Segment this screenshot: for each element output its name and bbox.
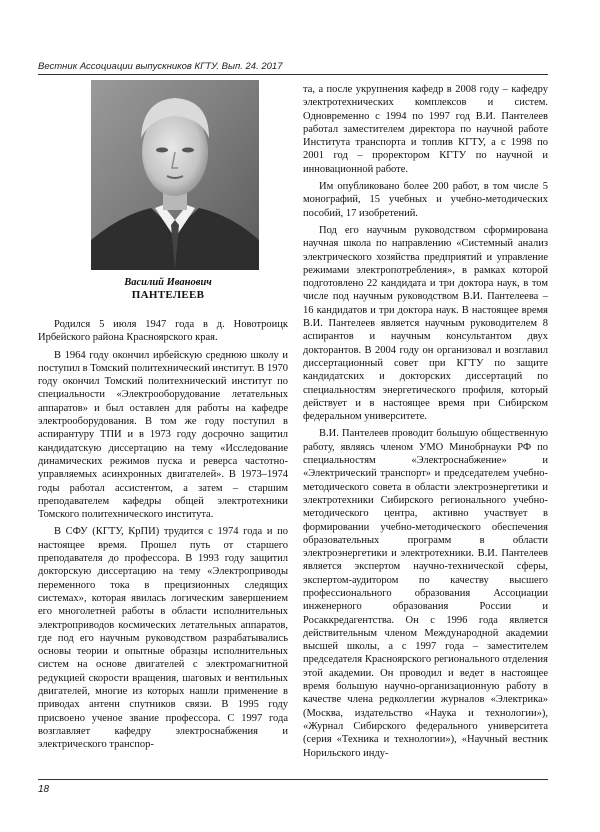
right-column xyxy=(303,83,548,760)
paragraph: Родился 5 июля 1947 года в д. Новотроицк Ирбейского района Красноярского края. xyxy=(38,319,288,344)
caption-name: Василий Иванович xyxy=(124,277,212,288)
footer-rule xyxy=(38,779,548,780)
paragraph: В.И. Пантелеев проводит большую общественную работу, являясь членом УМО Минобрнауки РФ по специальностям «Электроснабжение» и «Электрический транспорт» и председателем учебно-методического совета в области электроэнергетики и электротехники Сибирского регионального учебно-методического центра, активно участвует в формировании учебно-методического обеспечения образовательных программ в области электроэнергетики и электротехники. В.И. Пантелеев является экспертом научно-технической сферы, экспертом-аудитором по качеству высшего профессионального образования Ассоциации инженерного образования России и Росаккредагентства. Он с 1996 года является действительным членом Международной академии высшей школы, а с 1997 года – заместителем председателя Красноярского регионального отделения этой академии. Он проводил и ведет в настоящее время большую научно-организационную работу в качестве члена редколлегии журналов «Электрика» (Москва, издательство «Наука и технологии»), «Журнал Сибирского федерального университета (серия «Техника и технологии»), «Научный вестник Норильского инду- xyxy=(303,428,548,759)
paragraph: В СФУ (КГТУ, КрПИ) трудится с 1974 года и по настоящее время. Прошел путь от старшего преподавателя до профессора. В 1993 году защитил докторскую диссертацию на тему «Электроприводы переменного тока в прецизионных следящих системах», которая явилась логическим завершением его многолетней работы в области исполнительных электроприводов космических летательных аппаратов, где под его научным руководством разрабатывались основы теории и опытные образцы исполнительных систем на основе двигателей с электромагнитной редукцией скорости вращения, шаговых и вентильных двигателей, многие из которых нашли применение в приводах антенн спутников связи. В 1995 году присвоено ученое звание профессора. С 1997 года возглавляет кафедру электроснабжения и электрического транспор- xyxy=(38,526,288,751)
photo-caption xyxy=(38,276,298,302)
paragraph: та, а после укрупнения кафедр в 2008 году – кафедру электротехнических комплексов и систем. Одновременно с 1994 по 1997 год В.И. Пантелеев работал заместителем директора по научной работе Института транспорта и топлив КГТУ, а с 1998 по 2001 год – проректором КГТУ по научной и инновационной работе. xyxy=(303,84,548,175)
left-column xyxy=(38,318,288,752)
journal-header: Вестник Ассоциации выпускников КГТУ. Вып. 24. 2017 xyxy=(38,61,283,72)
page-number: 18 xyxy=(38,784,50,795)
paragraph: Под его научным руководством сформирована научная школа по направлению «Системный анализ электрического хозяйства предприятий и управление режимами электропотребления», в рамках которой подготовлено 22 кандидата и три доктора наук, в том числе под научным руководством В.И. Пантелеева – 16 кандидатов и три доктора наук. В настоящее время В.И. Пантелеев является научным руководителем 8 аспирантов и научным консультантом двух докторантов. В 2004 году он организовал и возглавил диссертационный совет при КГТУ по защите кандидатских и докторских диссертаций по специальностям энергетического профиля, который действует и в настоящее время при Сибирском федеральном университете. xyxy=(303,224,548,423)
paragraph: В 1964 году окончил ирбейскую среднюю школу и поступил в Томский политехнический институт. В 1970 году окончил Томский политехнический институт по специальности «Электрооборудование летательных аппаратов» и был оставлен для работы на кафедре электрооборудования. В том же году поступил в аспирантуру ТПИ и в 1973 году досрочно защитил кандидатскую диссертацию на тему «Исследование динамических режимов пуска и реверса частотно-управляемых асинхронных двигателей». В 1973–1974 годы работал ассистентом, а затем – старшим преподавателем кафедры общей электротехники Томского политехнического института. xyxy=(38,349,288,521)
portrait-photo xyxy=(91,80,259,270)
portrait-image xyxy=(91,80,259,270)
header-rule xyxy=(38,74,548,75)
caption-surname: ПАНТЕЛЕЕВ xyxy=(131,289,205,301)
paragraph: Им опубликовано более 200 работ, в том числе 5 монографий, 15 учебных и учебно-методических пособий, 17 изобретений. xyxy=(303,181,548,219)
